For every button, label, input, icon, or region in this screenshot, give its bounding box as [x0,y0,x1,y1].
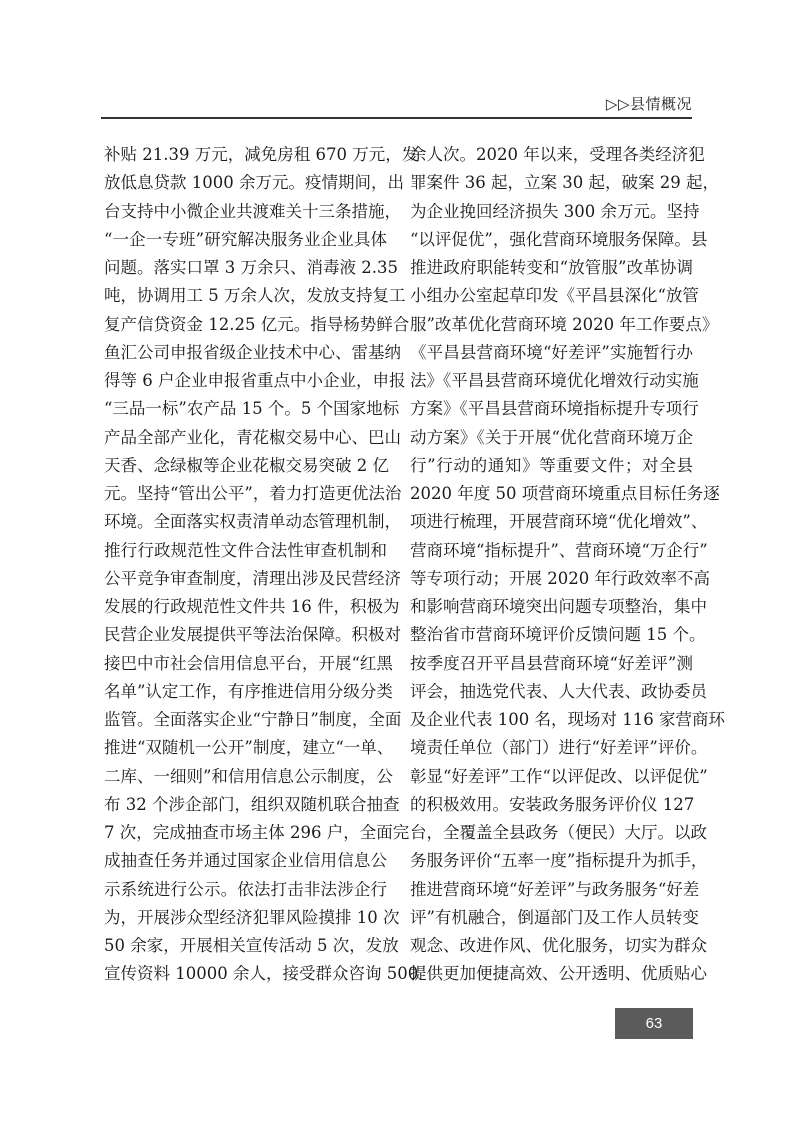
text-line: 鱼汇公司申报省级企业技术中心、雷基纳 [104,342,401,362]
text-line: 布 32 个涉企部门，组织双随机联合抽查 [104,794,400,814]
text-line: “三品一标”农产品 15 个。5 个国家地标 [104,399,400,419]
text-line: 及企业代表 100 名，现场对 116 家营商环 [410,710,725,729]
text-line: 营商环境“指标提升”、营商环境“万企行” [410,540,708,560]
text-line: 整治省市营商环境评价反馈问题 15 个。 [410,625,706,645]
text-line: 境责任单位（部门）进行“好差评”评价。 [410,738,708,758]
text-line: 《平昌县营商环境“好差评”实施暂行办 [410,342,693,362]
text-line: “以评促优”，强化营商环境服务保障。县 [410,229,708,249]
header-divider [101,117,692,119]
text-line: 元。坚持“管出公平”，着力打造更优法治 [104,484,402,503]
text-line: 民营企业发展提供平等法治保障。积极对 [104,625,401,645]
text-line: 成抽查任务并通过国家企业信用信息公 [104,851,387,871]
text-line: 接巴中市社会信用信息平台，开展“红黑 [104,653,393,673]
text-line: 产品全部产业化，青花椒交易中心、巴山 [104,427,401,447]
text-line: 务服务评价“五率一度”指标提升为抓手， [410,851,708,871]
text-line: 的积极效用。安装政务服务评价仪 127 [410,794,695,814]
text-line: 放低息贷款 1000 余万元。疫情期间，出 [104,173,404,193]
text-line: 台，全覆盖全县政务（便民）大厅。以政 [410,823,707,842]
text-line: 余人次。2020 年以来，受理各类经济犯 [410,145,705,164]
text-line: 评”有机融合，倒逼部门及工作人员转变 [410,907,699,927]
text-line: 发展的行政规范性文件共 16 件，积极为 [104,597,400,616]
text-line: 和影响营商环境突出问题专项整治，集中 [410,597,707,616]
text-line: 示系统进行公示。依法打击非法涉企行 [104,879,387,899]
text-line: 按季度召开平昌县营商环境“好差评”测 [410,653,693,673]
text-line: 环境。全面落实权责清单动态管理机制， [104,512,401,532]
text-line: 为企业挽回经济损失 300 余万元。坚持 [410,201,700,221]
text-line: 50 余家，开展相关宣传活动 5 次，发放 [104,936,399,955]
text-line: 2020 年度 50 项营商环境重点目标任务逐 [410,484,720,503]
text-line: 7 次，完成抽查市场主体 296 户，全面完 [104,823,410,842]
text-line: 问题。落实口罩 3 万余只、消毒液 2.35 [104,258,398,277]
text-line: 天香、念绿椒等企业花椒交易突破 2 亿 [104,455,389,475]
text-line: 项进行梳理，开展营商环境“优化增效”、 [410,512,708,532]
text-line: 动方案》《关于开展“优化营商环境万企 [410,427,693,447]
section-title: ▷▷县情概况 [605,95,692,113]
text-line: 公平竞争审查制度，清理出涉及民营经济 [104,568,401,588]
text-line: 法》《平昌县营商环境优化增效行动实施 [410,371,699,390]
text-line: 二库、一细则”和信用信息公示制度，公 [104,766,393,786]
text-line: 等专项行动；开展 2020 年行政效率不高 [410,568,710,588]
page-number: 63 [615,1008,693,1039]
text-line: 罪案件 36 起，立案 30 起，破案 29 起， [410,173,719,193]
text-line: 评会，抽选党代表、人大代表、政协委员 [410,681,707,701]
text-line: 方案》《平昌县营商环境指标提升专项行 [410,399,699,419]
left-column [104,141,419,989]
text-line: “一企一专班”研究解决服务业企业具体 [104,229,387,249]
text-line: 小组办公室起草印发《平昌县深化“放管 [410,286,699,306]
text-line: 推进政府职能转变和“放管服”改革协调 [410,258,693,277]
text-line: 宣传资料 10000 余人，接受群众咨询 500 [104,964,419,984]
text-line: 复产信贷资金 12.25 亿元。指导杨势鲜合 [104,314,410,334]
text-line: 行”行动的通知》等重要文件；对全县 [410,455,693,475]
text-line: 补贴 21.39 万元，减免房租 670 万元，发 [104,145,419,164]
text-line: 推行行政规范性文件合法性审查机制和 [104,540,387,560]
text-line: 监管。全面落实企业“宁静日”制度，全面 [104,710,402,729]
text-line: 台支持中小微企业共渡难关十三条措施， [104,201,401,221]
text-line: 推进营商环境“好差评”与政务服务“好差 [410,879,700,899]
text-line: 名单”认定工作，有序推进信用分级分类 [104,681,393,701]
text-line: 推进“双随机一公开”制度，建立“一单、 [104,738,394,758]
right-column [410,141,725,989]
text-line: 为，开展涉众型经济犯罪风险摸排 10 次 [104,907,400,927]
text-line: 提供更加便捷高效、公开透明、优质贴心 [410,964,707,984]
text-line: 观念、改进作风、优化服务，切实为群众 [410,936,707,955]
text-line: 得等 6 户企业申报省重点中小企业，申报 [104,371,406,390]
text-line: 吨，协调用工 5 万余人次，发放支持复工 [104,286,406,306]
text-line: 彰显“好差评”工作“以评促改、以评促优” [410,766,708,786]
text-line: 服”改革优化营商环境 2020 年工作要点》 [410,314,719,334]
